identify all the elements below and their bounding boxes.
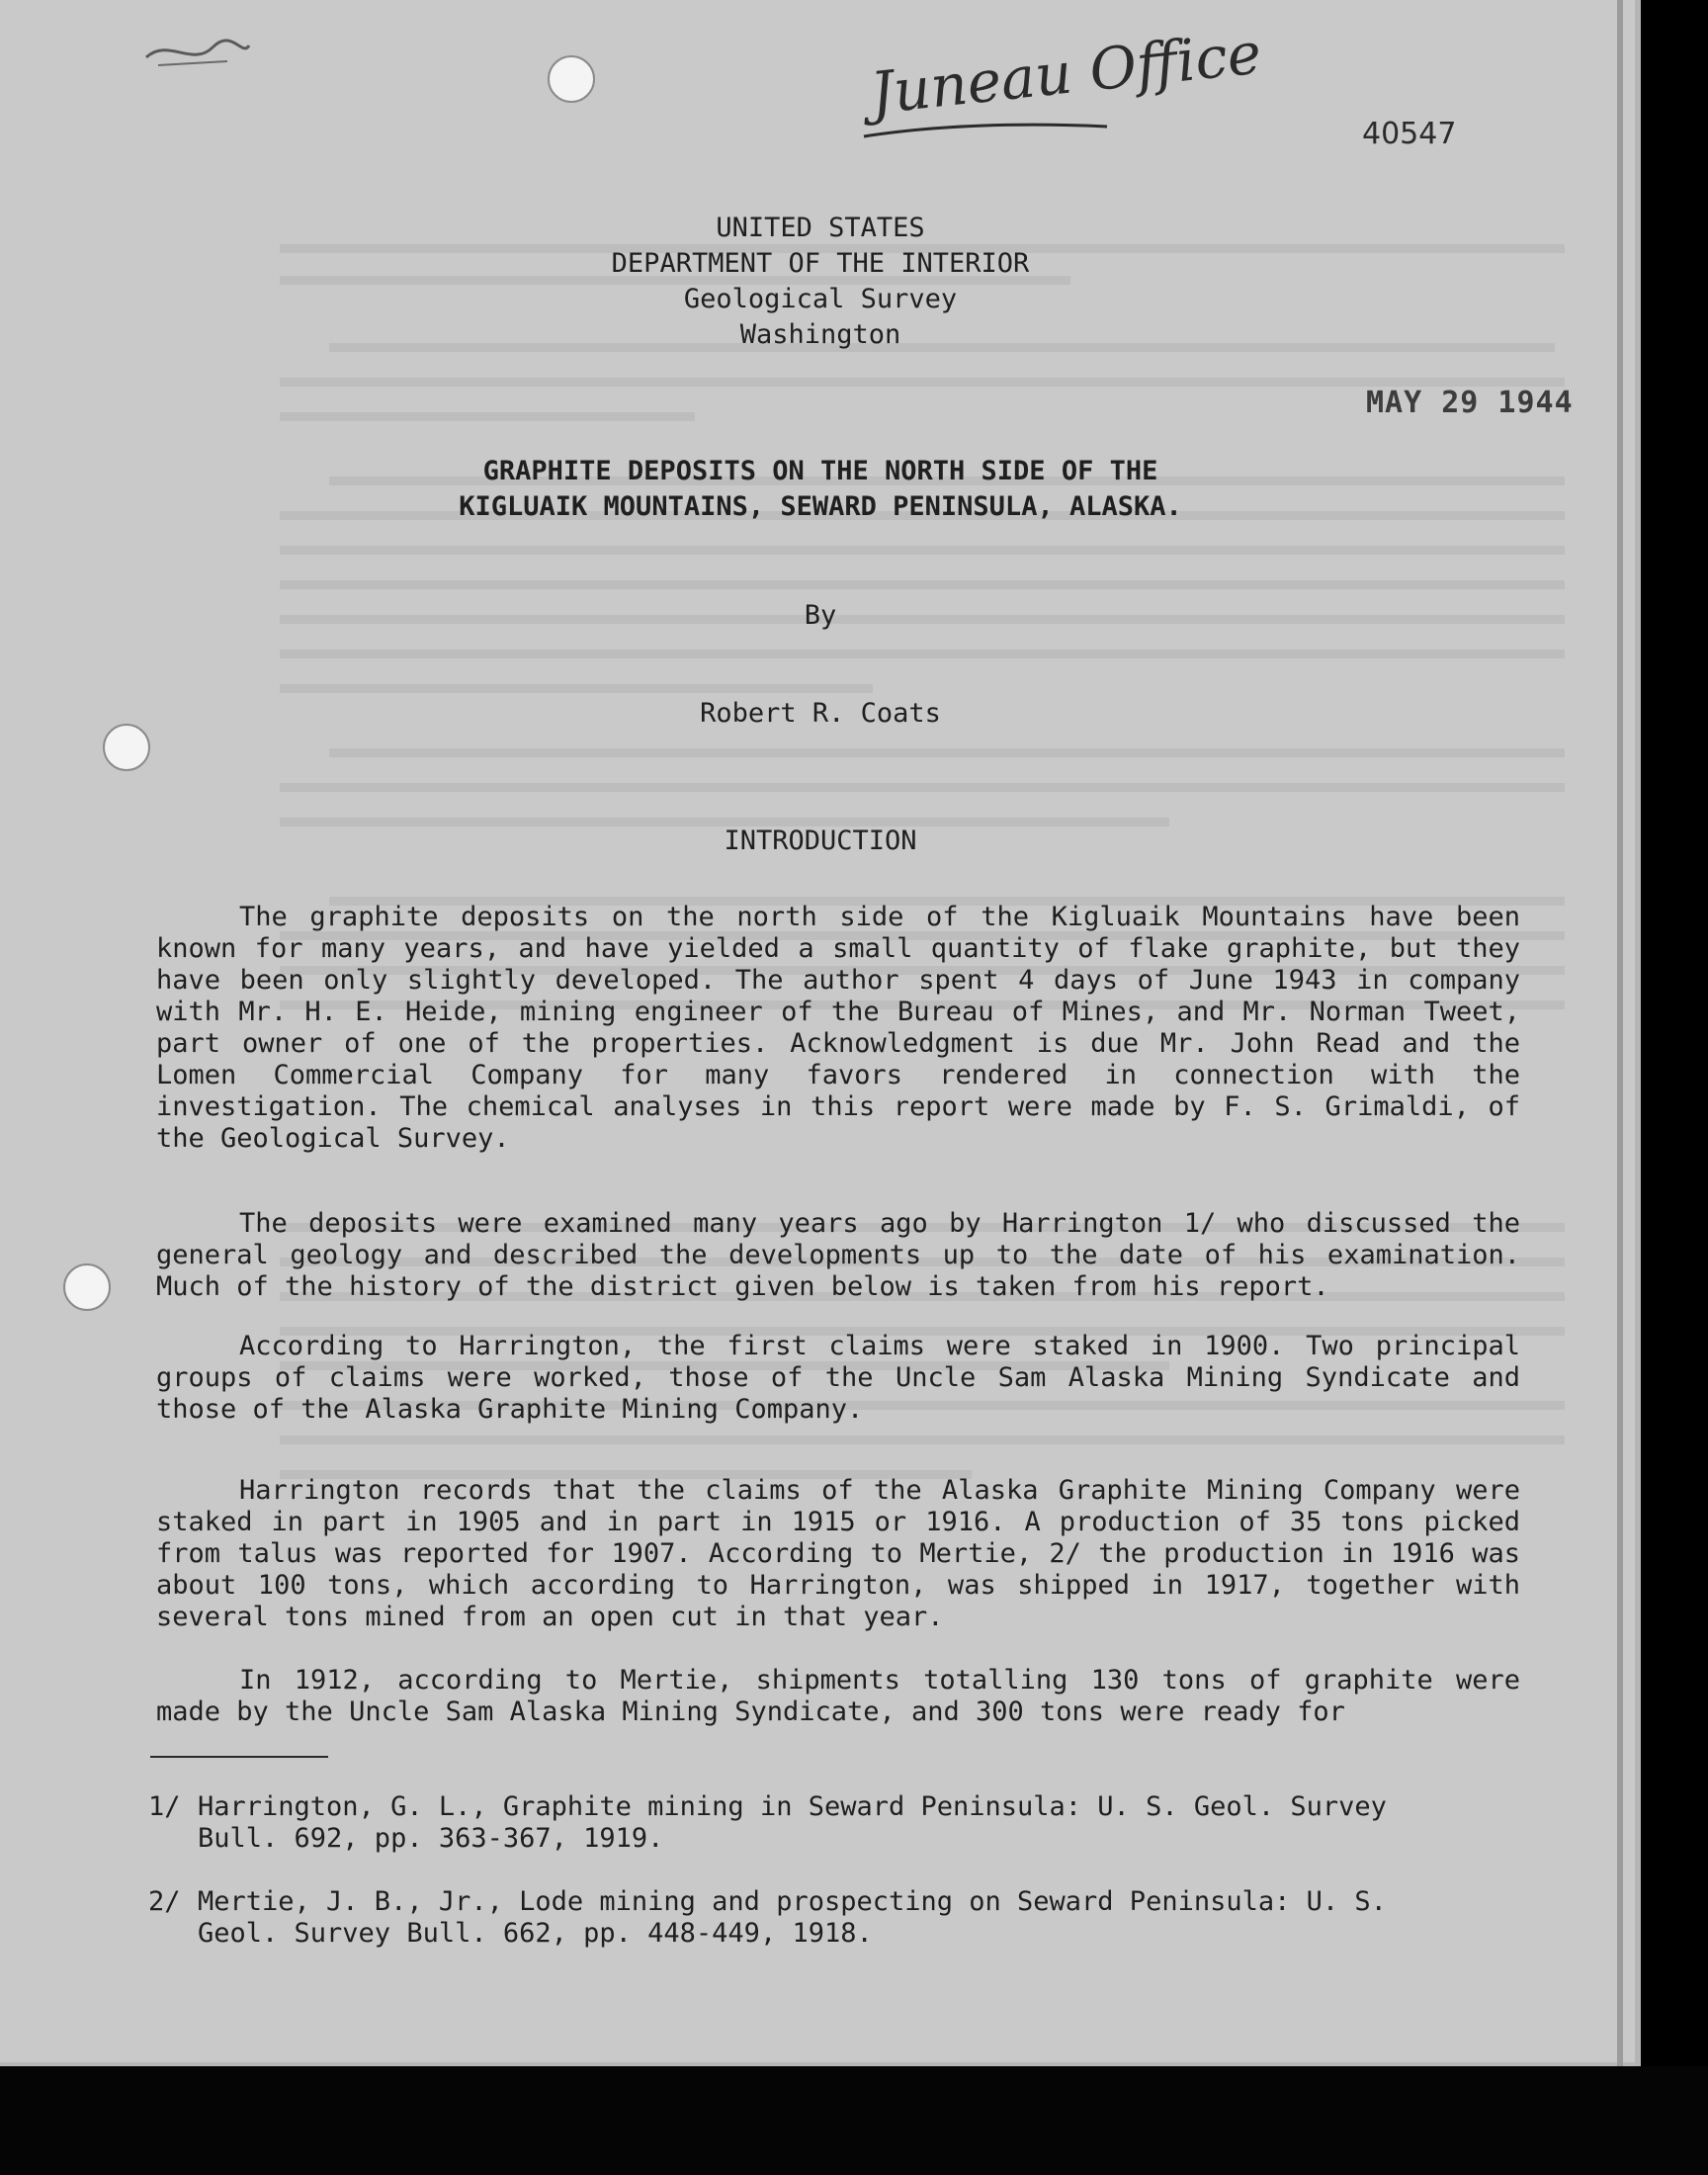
paragraph-introduction bbox=[156, 902, 1520, 1155]
paragraph-shipments-1912 bbox=[156, 1665, 1520, 1728]
document-number: 40547 bbox=[1362, 117, 1457, 151]
header-line-agency: Geological Survey bbox=[683, 284, 958, 314]
punch-hole-middle bbox=[103, 724, 150, 771]
received-date-stamp: MAY 29 1944 bbox=[1366, 386, 1574, 420]
footnote-marker: 1/ bbox=[148, 1791, 181, 1822]
paragraph-claims-staked bbox=[156, 1331, 1520, 1426]
section-heading-introduction: INTRODUCTION bbox=[724, 826, 917, 856]
report-title-line-1: GRAPHITE DEPOSITS ON THE NORTH SIDE OF THE bbox=[482, 456, 1158, 486]
footnote-text: Mertie, J. B., Jr., Lode mining and prospecting on Seward Peninsula: U. S. Geol. Survey Bull. 662, pp. 448-449, 1918. bbox=[198, 1886, 1387, 1949]
report-title-line-2: KIGLUAIK MOUNTAINS, SEWARD PENINSULA, ALASKA. bbox=[459, 491, 1182, 522]
paragraph-text: According to Harrington, the first claims were staked in 1900. Two principal groups of claims were worked, those of the Uncle Sam Alaska Mining Syndicate and those of the Alaska Graphite Mining Company. bbox=[156, 1331, 1520, 1425]
footnote-text: Harrington, G. L., Graphite mining in Seward Peninsula: U. S. Geol. Survey Bull. 692, pp. 363-367, 1919. bbox=[198, 1791, 1387, 1854]
author-name: Robert R. Coats bbox=[700, 698, 941, 729]
punch-hole-top bbox=[548, 55, 595, 103]
footnote-marker: 2/ bbox=[148, 1886, 181, 1917]
by-label: By bbox=[804, 600, 837, 631]
punch-hole-lower bbox=[63, 1263, 111, 1311]
paragraph-production-history bbox=[156, 1475, 1520, 1633]
header-line-city: Washington bbox=[739, 319, 901, 350]
paragraph-text: The graphite deposits on the north side of the Kigluaik Mountains have been known for many years, and have yielded a small quantity of flake graphite, but they have been only slightly developed. The author spent 4 days of June 1943 in company with Mr. H. E. Heide, mining engineer of the Bureau of Mines, and Mr. Norman Tweet, part owner of one of the properties. Acknowledgment is due Mr. John Read and the Lomen Commercial Company for many favors rendered in connection with the investigation. The chemical analyses in this report were made by F. S. Grimaldi, of the Geological Survey. bbox=[156, 902, 1520, 1154]
header-line-department: DEPARTMENT OF THE INTERIOR bbox=[611, 248, 1030, 279]
footnote-1 bbox=[148, 1791, 1483, 1855]
paragraph-text: The deposits were examined many years ago by Harrington 1/ who discussed the general geology and described the developments up to the date of his examination. Much of the history of the district given below is taken from his report. bbox=[156, 1208, 1520, 1302]
paragraph-harrington-examination bbox=[156, 1208, 1520, 1303]
paragraph-text: In 1912, according to Mertie, shipments totalling 130 tons of graphite were made by the Uncle Sam Alaska Mining Syndicate, and 300 tons were ready for bbox=[156, 1665, 1520, 1727]
scanner-background bbox=[0, 2066, 1708, 2175]
handwritten-underline bbox=[860, 117, 1117, 146]
footnote-separator bbox=[150, 1756, 328, 1758]
footnote-2 bbox=[148, 1886, 1483, 1950]
paragraph-text: Harrington records that the claims of the Alaska Graphite Mining Company were staked in part in 1905 and in part in 1915 or 1916. A production of 35 tons picked from talus was reported for 1907. According to Mertie, 2/ the production in 1916 was about 100 tons, which according to Harrington, was shipped in 1917, together with several tons mined from an open cut in that year. bbox=[156, 1475, 1520, 1632]
handwritten-office-note: Juneau Office bbox=[867, 19, 1265, 128]
header-line-country: UNITED STATES bbox=[716, 213, 925, 243]
corner-scribble-mark bbox=[138, 28, 257, 77]
